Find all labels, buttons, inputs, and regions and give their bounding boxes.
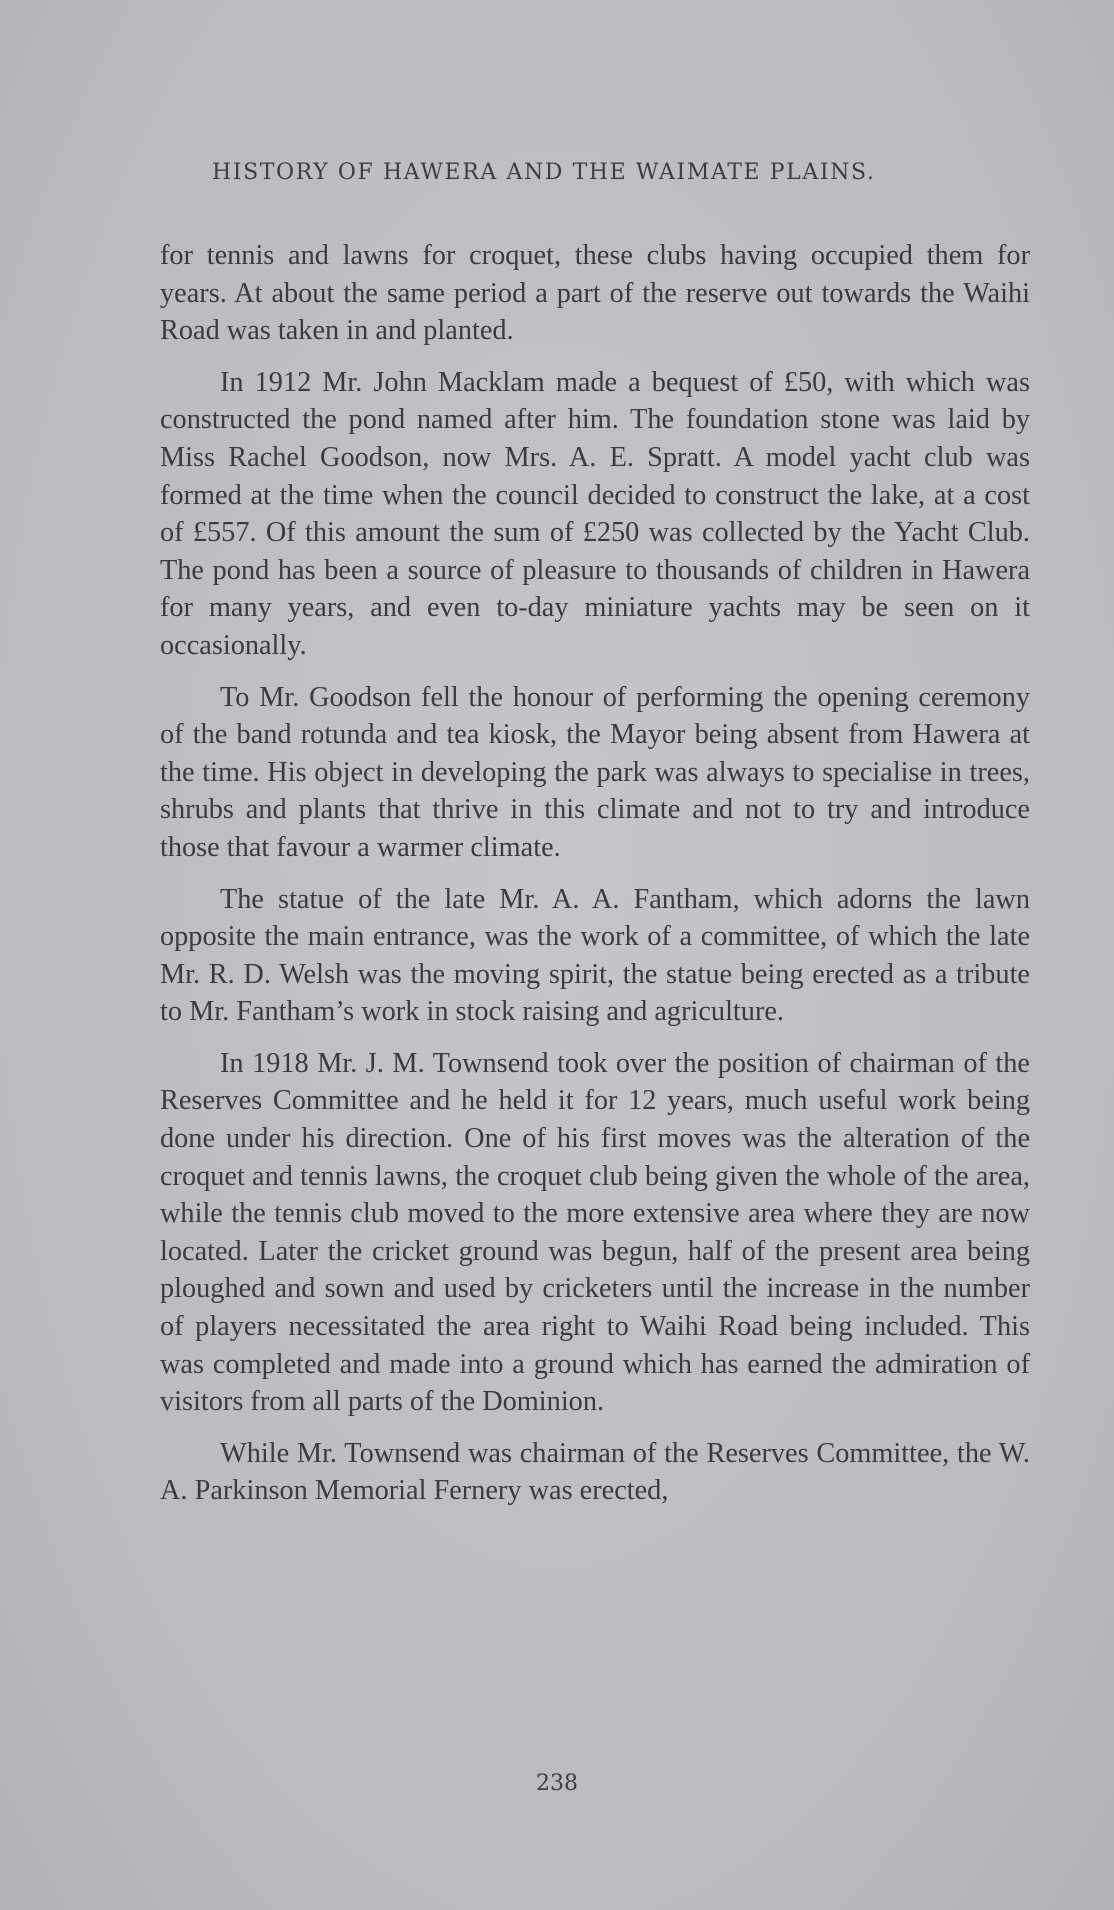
body-text [160,237,1030,1524]
paragraph-2: In 1912 Mr. John Macklam made a bequest of £50, with which was constructed the pond named after him. The foundation stone was laid by Miss Rachel Goodson, now Mrs. A. E. Spratt. A model yacht club was formed at the time when the council decided to construct the lake, at a cost of £557. Of this amount the sum of £250 was collected by the Yacht Club. The pond has been a source of pleasure to thousands of children in Hawera for many years, and even to-day miniature yachts may be seen on it occasionally. [160,366,1030,661]
paragraph-4: The statue of the late Mr. A. A. Fantham, which adorns the lawn opposite the main entrance, was the work of a committee, of which the late Mr. R. D. Welsh was the moving spirit, the statue being erected as a tribute to Mr. Fantham’s work in stock raising and agriculture. [160,883,1030,1028]
paragraph-6: While Mr. Townsend was chairman of the Reserves Committee, the W. A. Parkinson Memorial Fernery was erected, [160,1437,1030,1507]
paragraph-1: for tennis and lawns for croquet, these clubs having occupied them for years. At about the same period a part of the reserve out towards the Waihi Road was taken in and planted. [160,240,1030,347]
running-head: HISTORY OF HAWERA AND THE WAIMATE PLAINS. [212,160,876,185]
paragraph-5: In 1918 Mr. J. M. Townsend took over the position of chairman of the Reserves Committee and he held it for 12 years, much useful work being done under his direction. One of his first moves was the alteration of the croquet and tennis lawns, the croquet club being given the whole of the area, while the tennis club moved to the more extensive area where they are now located. Later the cricket ground was begun, half of the present area being ploughed and sown and used by cricketers until the increase in the number of players necessitated the area right to Waihi Road being included. This was completed and made into a ground which has earned the admiration of visitors from all parts of the Dominion. [160,1047,1030,1418]
page-number: 238 [536,1771,578,1796]
paragraph-3: To Mr. Goodson fell the honour of performing the opening ceremony of the band rotunda and tea kiosk, the Mayor being absent from Hawera at the time. His object in developing the park was always to specialise in trees, shrubs and plants that thrive in this climate and not to try and introduce those that favour a warmer climate. [160,681,1030,863]
